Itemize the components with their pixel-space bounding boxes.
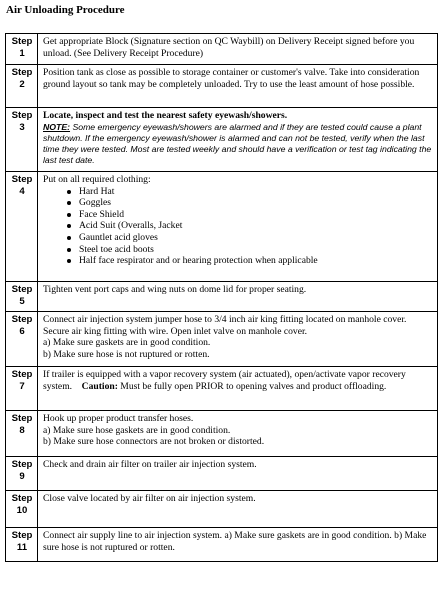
step-word: Step [11,459,33,470]
step-instruction: Position tank as close as possible to storage container or customer's valve. Take into consideration ground layout so tank may be completely unloaded. Try to use the least amount of hose possible. [43,67,420,90]
step-word: Step [11,36,33,47]
step-sub-item: b) Make sure hose connectors are not broken or distorted. [43,436,265,448]
caution-text: Must be fully open PRIOR to opening valves and product offloading. [117,380,387,392]
step-text [38,282,438,312]
step-word: Step [11,530,33,541]
step-instruction: Connect air injection system jumper hose to 3/4 inch air king fitting located on manhole cover. Secure air king fitting with wire. Open inlet valve on manhole cover. [43,314,407,337]
step-word: Step [11,284,33,295]
step-number: 8 [19,424,25,436]
step-label [6,491,38,528]
note-label: NOTE: [43,121,71,132]
step-word: Step [11,174,33,185]
step-label [6,108,38,172]
step-label [6,312,38,367]
step-text [38,108,438,172]
step-text [38,172,438,282]
step-number: 7 [19,380,25,392]
step-label [6,457,38,491]
step-row-8 [6,411,438,457]
step-instruction: Hook up proper product transfer hoses. [43,413,194,424]
step-number: 2 [19,78,25,90]
list-item: Half face respirator and or hearing protection when applicable [79,255,433,267]
caution-label: Caution: [81,380,118,392]
step-word: Step [11,67,33,78]
step-number: 9 [19,470,25,482]
step-text [38,34,438,65]
step-word: Step [11,314,33,325]
step-number: 4 [19,185,25,197]
step-number: 3 [19,121,25,133]
step-row-2 [6,65,438,108]
step-number: 11 [16,541,28,553]
step-instruction: If trailer is equipped with a vapor recovery system (air actuated), open/activate vapor recovery system. [43,369,406,392]
step-number: 5 [19,295,25,307]
step-row-4 [6,172,438,282]
step-row-11 [6,528,438,562]
step-text [38,411,438,457]
step-instruction: Connect air supply line to air injection system. a) Make sure gaskets are in good condition. b) Make sure hose is not ruptured or rotten. [43,530,427,553]
list-item: Gauntlet acid gloves [79,232,433,244]
safety-note [43,122,433,166]
step-instruction: Get appropriate Block (Signature section on QC Waybill) on Delivery Receipt signed before you unload. (See Delivery Receipt Procedure) [43,36,415,59]
step-text [38,457,438,491]
step-word: Step [11,413,33,424]
step-sub-item: b) Make sure hose is not ruptured or rotten. [43,348,210,360]
step-label [6,411,38,457]
step-number: 10 [16,504,28,516]
step-row-1 [6,34,438,65]
step-word: Step [11,369,33,380]
step-row-9 [6,457,438,491]
step-row-7 [6,367,438,411]
list-item: Steel toe acid boots [79,244,433,256]
step-instruction: Close valve located by air filter on air injection system. [43,493,256,504]
list-item: Face Shield [79,209,433,221]
step-label [6,172,38,282]
step-instruction: Tighten vent port caps and wing nuts on dome lid for proper seating. [43,284,307,295]
step-label [6,367,38,411]
step-label [6,65,38,108]
step-word: Step [11,110,33,121]
step-text [38,312,438,367]
step-label [6,34,38,65]
document-title: Air Unloading Procedure [6,4,125,16]
list-item: Goggles [79,197,433,209]
step-number: 6 [19,325,25,337]
note-text: Some emergency eyewash/showers are alarmed and if they are tested could cause a plant shutdown. If the emergency eyewash/shower is alarmed and can not be tested, verify when the last time they were tested. Most are tested weekly and should have a verification or test tag indicating the last test date. [43,121,432,165]
step-emphasis: Locate, inspect and test the nearest safety eyewash/showers. [43,110,288,121]
step-text [38,528,438,562]
step-word: Step [11,493,33,504]
step-sub-item: a) Make sure hose gaskets are in good condition. [43,424,231,436]
step-row-5 [6,282,438,312]
list-item: Hard Hat [79,186,433,198]
step-instruction: Check and drain air filter on trailer air injection system. [43,459,257,470]
step-text [38,491,438,528]
list-item: Acid Suit (Overalls, Jacket [79,220,433,232]
step-number: 1 [19,47,25,59]
clothing-intro: Put on all required clothing: [43,174,151,185]
step-row-6 [6,312,438,367]
step-row-10 [6,491,438,528]
procedure-table [5,33,438,562]
step-text [38,65,438,108]
step-label [6,528,38,562]
step-label [6,282,38,312]
step-text [38,367,438,411]
clothing-list [43,186,433,267]
step-row-3 [6,108,438,172]
step-sub-item: a) Make sure gaskets are in good condition. [43,337,211,349]
